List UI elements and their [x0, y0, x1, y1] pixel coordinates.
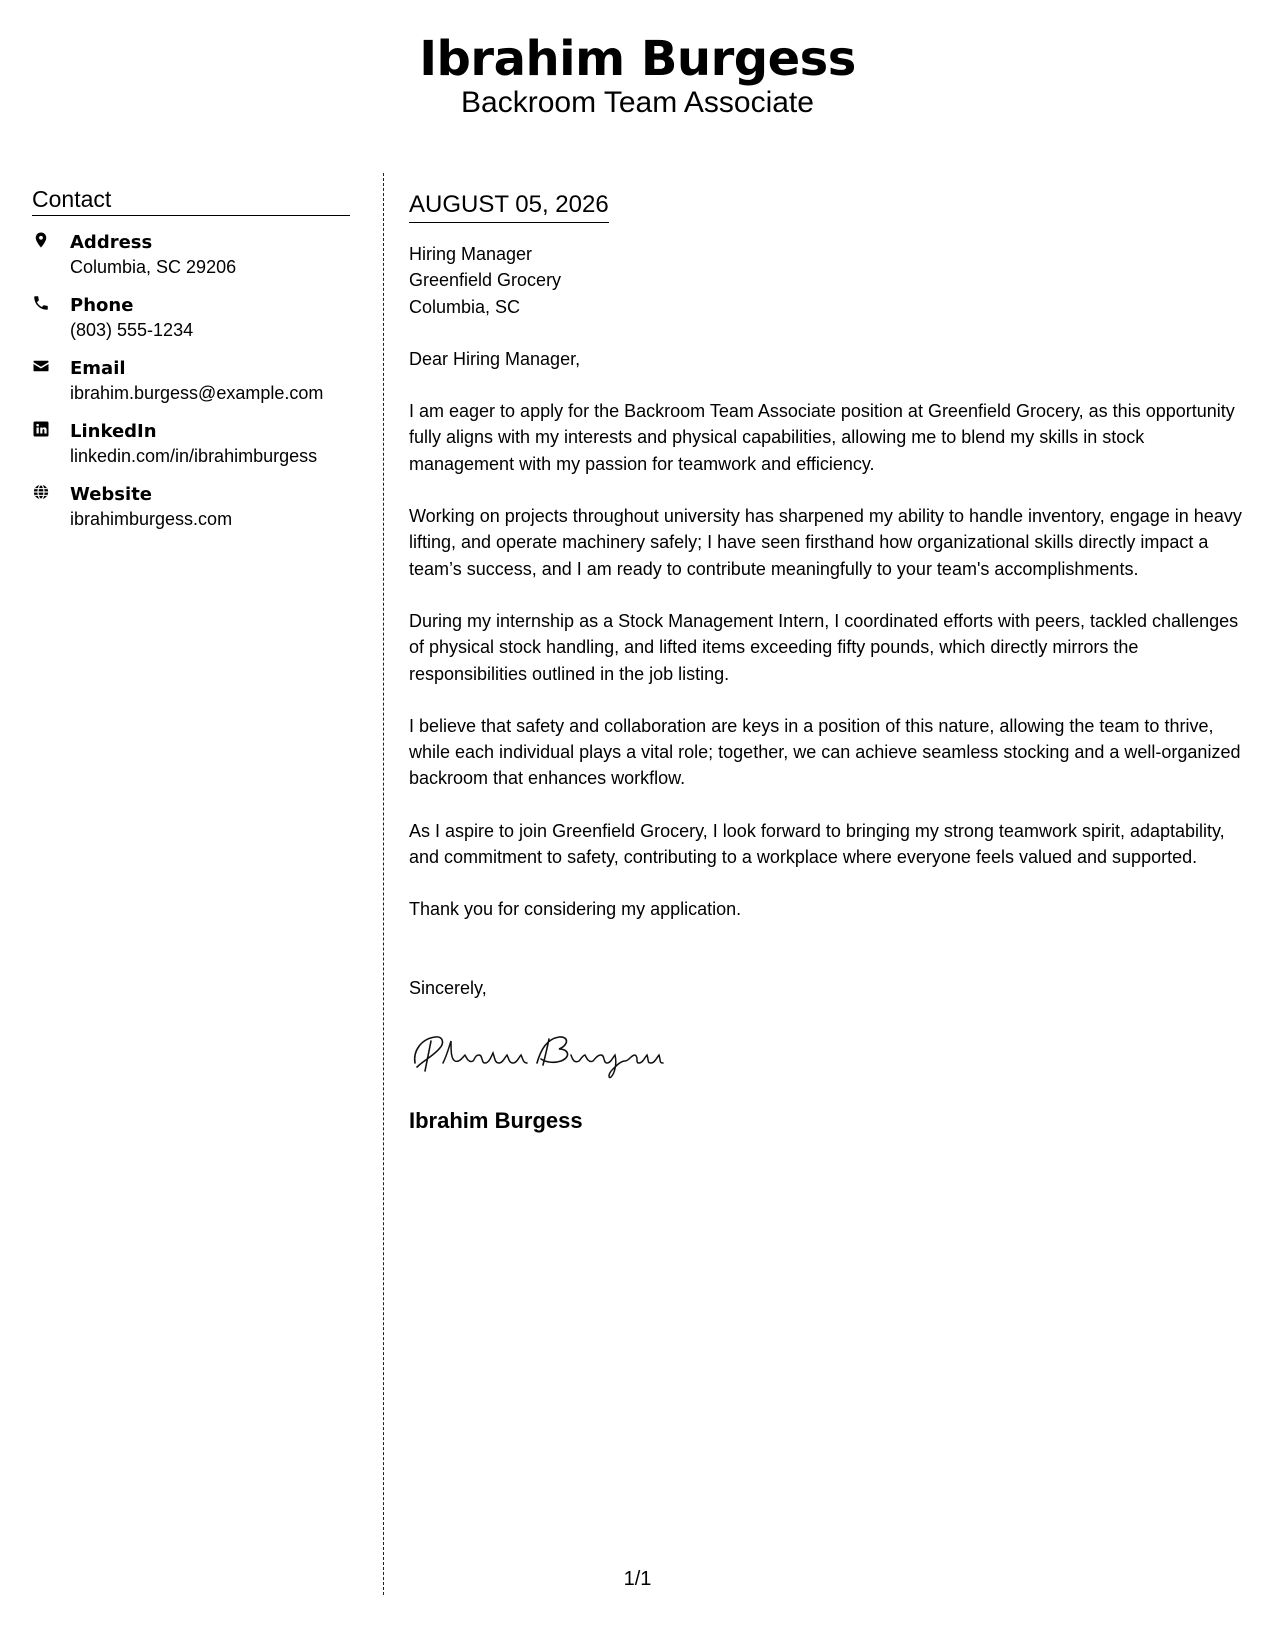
body-paragraph: I believe that safety and collaboration are keys in a position of this nature, allowing the team to thrive, while each individual plays a vital role; together, we can achieve seamless stocking and a well-organized backroom that enhances workflow. [409, 715, 1241, 789]
contact-value: Columbia, SC 29206 [70, 257, 237, 277]
thanks-line: Thank you for considering my application. [409, 899, 742, 920]
map-pin-icon [32, 231, 54, 253]
contact-item-phone [32, 293, 350, 343]
recipient-line: Hiring Manager [409, 244, 533, 264]
envelope-icon [32, 357, 54, 379]
letter-header [0, 31, 1275, 119]
contact-heading: Contact [32, 186, 350, 216]
letter-body [409, 190, 1249, 1135]
contact-label: Phone [70, 295, 134, 316]
contact-item-linkedin [32, 419, 350, 469]
contact-value: (803) 555-1234 [70, 320, 194, 340]
contact-value: ibrahimburgess.com [70, 509, 233, 529]
salutation: Dear Hiring Manager, [409, 348, 581, 369]
body-paragraph: Working on projects throughout university has sharpened my ability to handle inventory, engage in heavy lifting, and operate machinery safely; I have seen firsthand how organizational skills directly impact a team’s success, and I am ready to contribute meaningfully to your team's accomplishments. [409, 506, 1242, 579]
applicant-job-title: Backroom Team Associate [461, 85, 814, 119]
linkedin-icon [32, 420, 54, 442]
date-block [409, 190, 609, 223]
phone-icon [32, 294, 54, 316]
contact-sidebar [32, 186, 350, 545]
globe-icon [32, 483, 54, 505]
contact-label: Email [70, 358, 126, 379]
body-paragraph: As I aspire to join Greenfield Grocery, I look forward to bringing my strong teamwork spirit, adaptability, and commitment to safety, contributing to a workplace where everyone feels valued and supported. [409, 820, 1225, 868]
closing: Sincerely, [409, 977, 487, 998]
body-paragraph: I am eager to apply for the Backroom Team Associate position at Greenfield Grocery, as this opportunity fully aligns with my interests and physical capabilities, allowing me to blend my skills in stock management with my passion for teamwork and efficiency. [409, 401, 1235, 474]
contact-value: linkedin.com/in/ibrahimburgess [70, 446, 318, 466]
contact-label: Website [70, 484, 153, 505]
recipient-line: Columbia, SC [409, 296, 521, 317]
contact-label: LinkedIn [70, 421, 157, 442]
contact-item-email [32, 356, 350, 406]
recipient-block [409, 241, 1249, 320]
contact-item-address [32, 230, 350, 280]
column-divider [383, 173, 384, 1595]
contact-item-website [32, 482, 350, 532]
page-number: 1/1 [623, 1568, 652, 1590]
letter-date: AUGUST 05, 2026 [409, 191, 609, 218]
contact-label: Address [70, 232, 153, 253]
recipient-line: Greenfield Grocery [409, 270, 562, 291]
contact-value: ibrahim.burgess@example.com [70, 383, 324, 403]
applicant-name: Ibrahim Burgess [419, 31, 856, 87]
signer-name: Ibrahim Burgess [409, 1107, 583, 1133]
body-paragraph: During my internship as a Stock Management Intern, I coordinated efforts with peers, tackled challenges of physical stock handling, and lifted items exceeding fifty pounds, which directly mirrors the responsibilities outlined in the job listing. [409, 610, 1239, 684]
handwritten-signature [409, 1023, 1249, 1083]
